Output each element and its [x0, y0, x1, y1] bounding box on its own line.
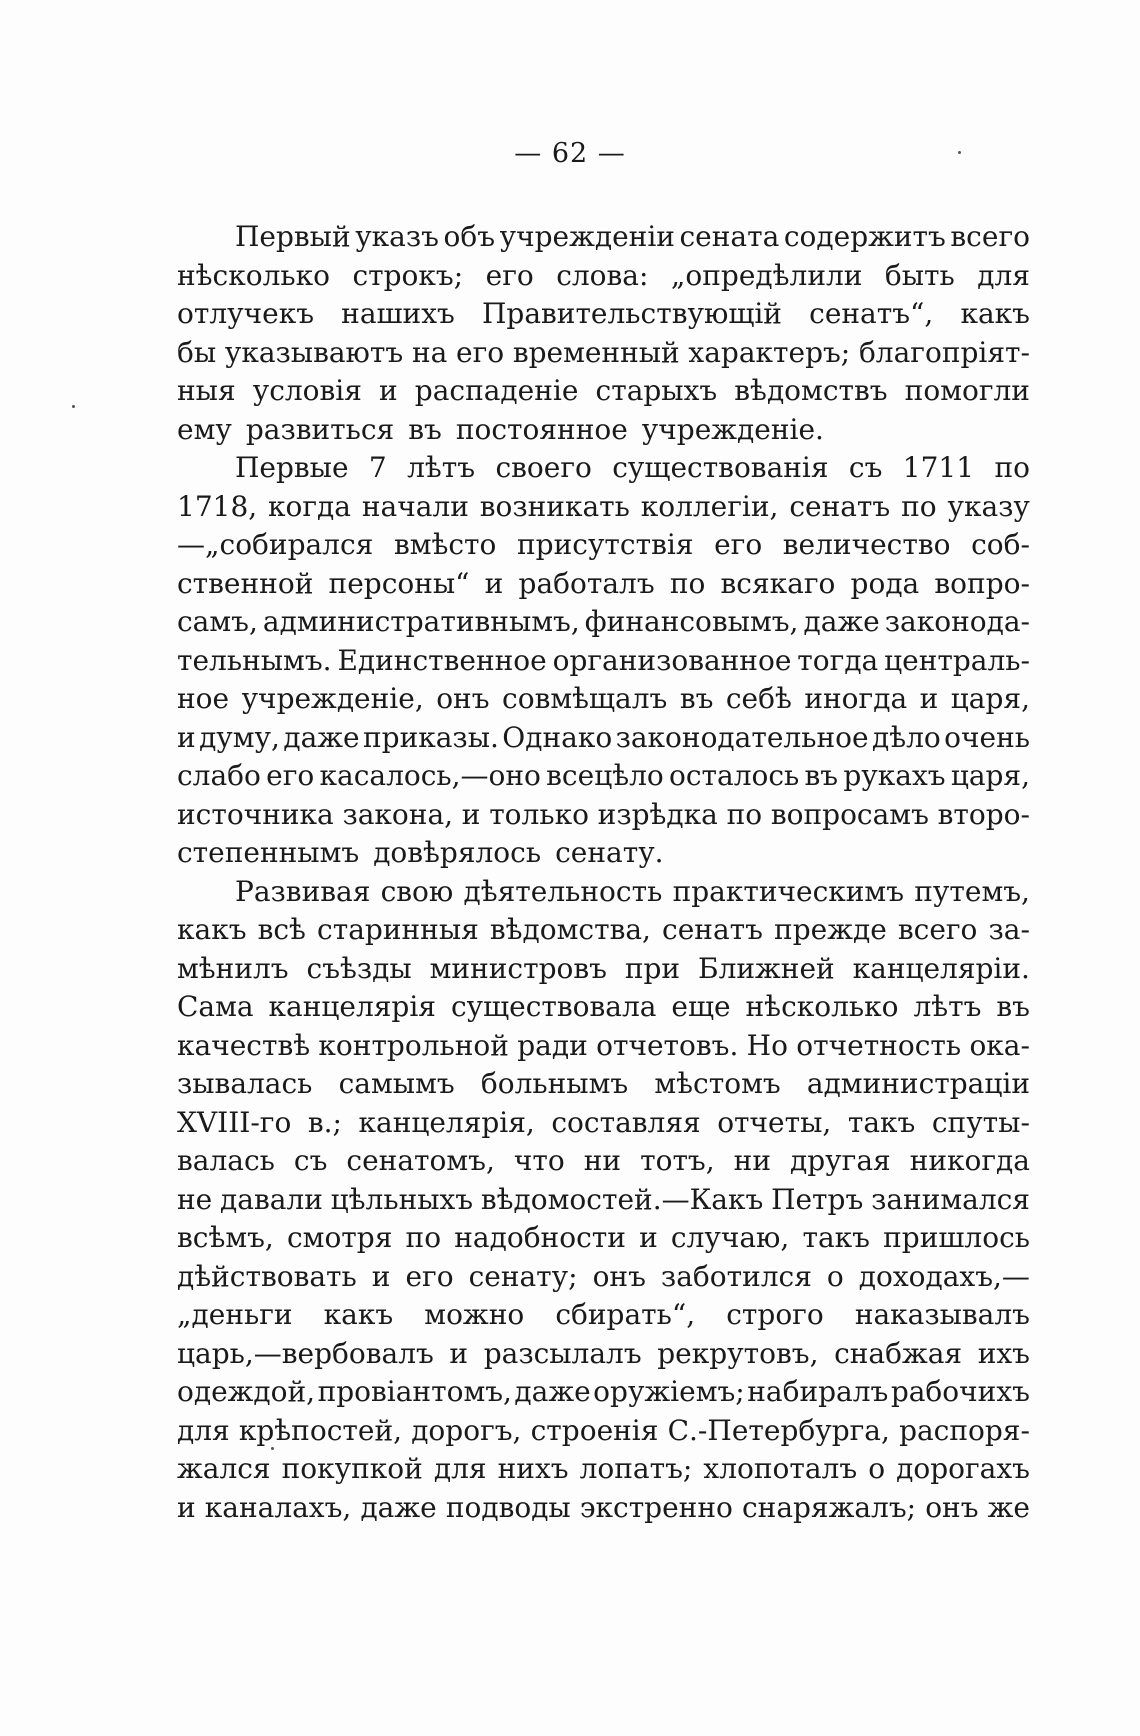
text-line: для крѣпостей, дорогъ, строенія С.-Петербурга, распоря-	[177, 1413, 1030, 1447]
text-line: „деньги какъ можно сбирать“, строго наказывалъ	[177, 1298, 1030, 1331]
text-line: XVIII-го в.; канцелярія, составляя отчеты, такъ спуты-	[177, 1105, 1030, 1139]
text-line: Первые 7 лѣтъ своего существованія съ 1711 по	[235, 451, 1030, 484]
text-line: 1718, когда начали возникать коллегіи, сенатъ по указу	[177, 489, 1030, 523]
text-line: какъ всѣ старинныя вѣдомства, сенатъ прежде всего за-	[177, 913, 1030, 946]
text-line: одеждой, провіантомъ, даже оружіемъ; набиралъ рабочихъ	[177, 1375, 1030, 1408]
text-line: ныя условія и распаденіе старыхъ вѣдомствъ помогли	[177, 374, 1030, 407]
text-line: самъ, административнымъ, финансовымъ, даже законода-	[177, 605, 1030, 638]
print-speck	[958, 151, 961, 154]
text-line: отлучекъ нашихъ Правительствующій сенатъ“, какъ	[177, 297, 1030, 330]
text-line: ственной персоны“ и работалъ по всякаго рода вопро-	[177, 566, 1030, 600]
text-line: не давали цѣльныхъ вѣдомостей.—Какъ Петръ занимался	[177, 1182, 1030, 1216]
text-line: —„собирался вмѣсто присутствія его величество соб-	[177, 528, 1030, 561]
text-line: мѣнилъ съѣзды министровъ при Ближней канцеляріи.	[177, 951, 1030, 985]
text-line: и думу, даже приказы. Однако законодательное дѣло очень	[177, 720, 1030, 754]
text-line: слабо его касалось,—оно всецѣло осталось въ рукахъ царя,	[177, 759, 1030, 792]
text-line: Развивая свою дѣятельность практическимъ путемъ,	[235, 874, 1030, 908]
text-line: ему развиться въ постоянное учрежденіе.	[177, 412, 824, 446]
text-line: и каналахъ, даже подводы экстренно снаряжалъ; онъ же	[177, 1490, 1030, 1524]
text-line: бы указываютъ на его временный характеръ; благопріят-	[177, 335, 1030, 369]
text-line: качествѣ контрольной ради отчетовъ. Но отчетность ока-	[177, 1028, 1030, 1062]
body-text	[177, 218, 1030, 1527]
print-speck	[271, 1447, 274, 1450]
text-line: валась съ сенатомъ, что ни тотъ, ни другая никогда	[177, 1144, 1030, 1177]
text-line: нѣсколько строкъ; его слова: „опредѣлили быть для	[177, 258, 1030, 292]
text-line: всѣмъ, смотря по надобности и случаю, такъ пришлось	[177, 1221, 1030, 1254]
text-line: Первый указъ объ учрежденіи сената содержитъ всего	[235, 220, 1030, 253]
text-line: тельнымъ. Единственное организованное тогда централь-	[177, 643, 1030, 677]
text-line: жался покупкой для нихъ лопатъ; хлопоталъ о дорогахъ	[177, 1452, 1030, 1485]
text-line: дѣйствовать и его сенату; онъ заботился о доходахъ,—	[177, 1259, 1030, 1293]
page-number: — 62 —	[514, 138, 626, 169]
text-line: ное учрежденіе, онъ совмѣщалъ въ себѣ иногда и царя,	[177, 682, 1030, 715]
text-line: степеннымъ довѣрялось сенату.	[177, 836, 664, 869]
text-line: Сама канцелярія существовала еще нѣсколько лѣтъ въ	[177, 990, 1030, 1023]
text-line: зывалась самымъ больнымъ мѣстомъ администраціи	[177, 1067, 1030, 1100]
text-line: царь,—вербовалъ и разсылалъ рекрутовъ, снабжая ихъ	[177, 1336, 1030, 1370]
print-speck	[72, 405, 75, 408]
text-line: источника закона, и только изрѣдка по вопросамъ второ-	[177, 797, 1030, 831]
